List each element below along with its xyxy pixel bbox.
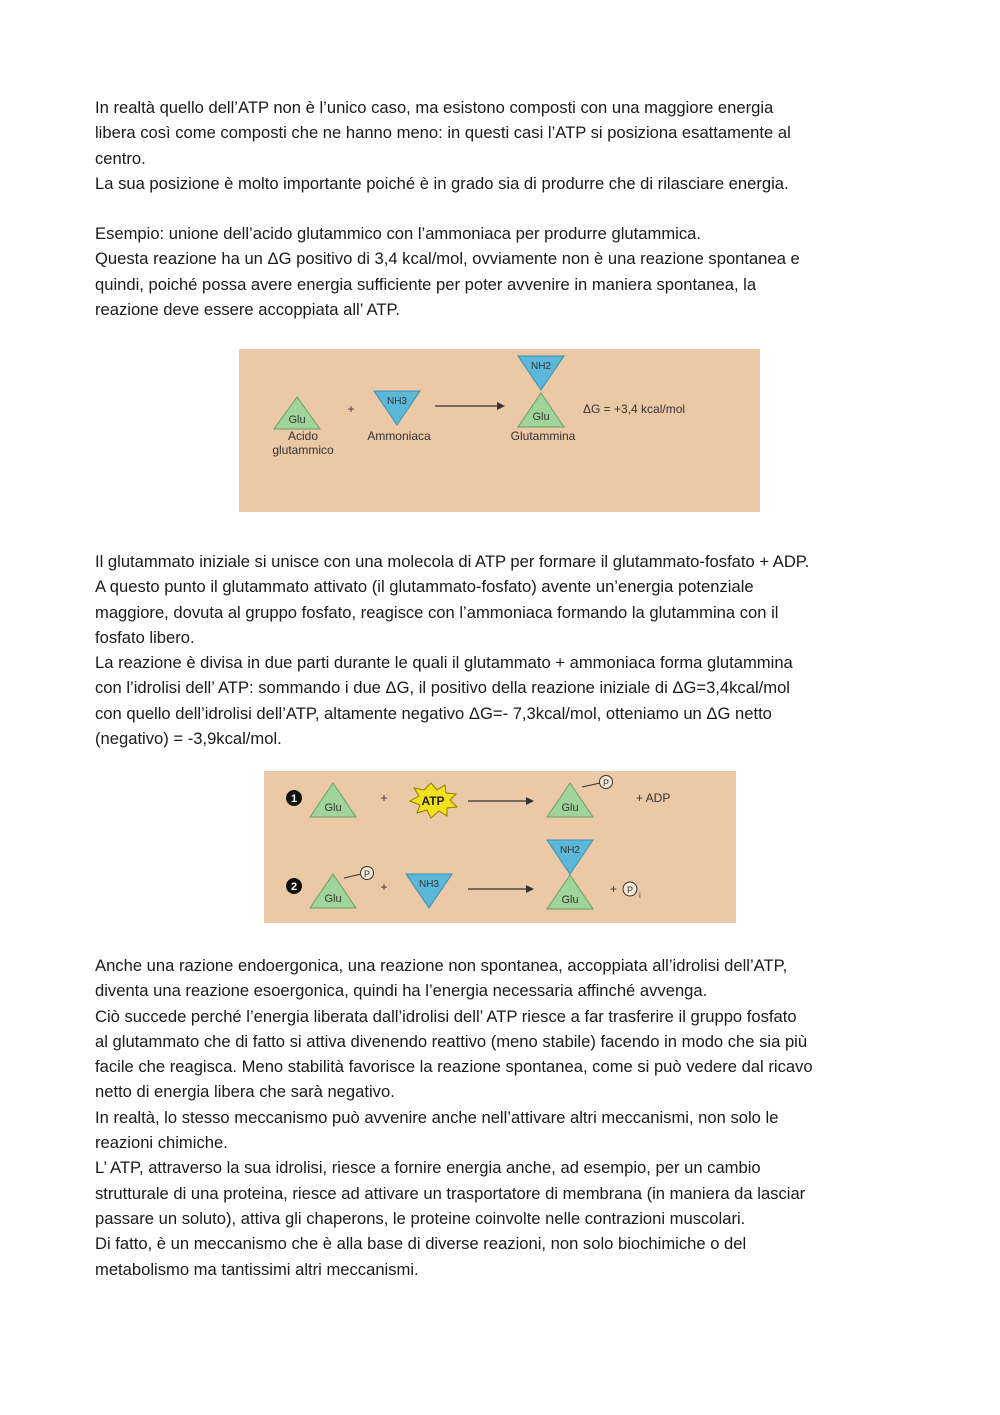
delta-g-label: ΔG = +3,4 kcal/mol (583, 402, 686, 416)
step1-number: 1 (290, 793, 298, 805)
caption-ammoniaca: Ammoniaca (367, 429, 431, 443)
text-line: libera così come composti che ne hanno meno: in questi casi l’ATP si posiziona esattamente al (95, 123, 791, 143)
paragraph-atp-position (95, 95, 915, 196)
text-line: Questa reazione ha un ΔG positivo di 3,4 kcal/mol, ovviamente non è una reazione spontanea e (95, 249, 800, 269)
text-line: con l’idrolisi dell’ ATP: sommando i due ΔG, il positivo della reazione iniziale di ΔG=3,4kcal/mol (95, 678, 790, 698)
glu-label-2: Glu (324, 893, 342, 905)
caption-acido: Acido (287, 429, 319, 443)
nh2-label: NH2 (530, 361, 552, 372)
figure-glutamine-reaction (239, 349, 760, 512)
text-line: Il glutammato iniziale si unisce con una molecola di ATP per formare il glutammato-fosfato + ADP. (95, 552, 810, 571)
text-line: fosfato libero. (95, 627, 195, 647)
step2-number: 2 (290, 881, 298, 893)
glu-label-p: Glu (561, 802, 579, 814)
caption-glutammico: glutammico (272, 443, 334, 457)
text-line: La sua posizione è molto importante poiché è in grado sia di produrre che di rilasciare energia. (95, 173, 789, 193)
plus-1: + (380, 791, 388, 805)
phosphate-bond-2 (344, 874, 361, 878)
glu-label: Glu (288, 414, 306, 426)
figure-coupled-reaction (264, 771, 736, 923)
paragraph-example (95, 221, 915, 322)
text-line: (negativo) = -3,9kcal/mol. (95, 729, 282, 749)
text-line: al glutammato che di fatto si attiva divenendo reattivo (meno stabile) facendo in modo che sia più (95, 1031, 808, 1051)
glu-label-1: Glu (324, 802, 342, 814)
text-line: L’ ATP, attraverso la sua idrolisi, riesce a fornire energia anche, ad esempio, per un cambio (95, 1158, 761, 1178)
text-line: In realtà, lo stesso meccanismo può avvenire anche nell’attivare altri meccanismi, non solo le (95, 1107, 779, 1127)
phosphate-label-2: P (363, 869, 371, 879)
text-line: facile che reagisca. Meno stabilità favorisce la reazione spontanea, come si può vedere dal ricavo (95, 1057, 813, 1077)
text-line: diventa una reazione esoergonica, quindi ha l’energia necessaria affinché avvenga. (95, 981, 708, 1001)
coupled-reaction-diagram (264, 771, 736, 923)
text-line: La reazione è divisa in due parti durante le quali il glutammato + ammoniaca forma glutammina (95, 653, 793, 673)
text-line: quindi, poiché possa avere energia sufficiente per poter avvenire in maniera spontanea, la (95, 274, 757, 294)
arrow-2-head-icon (526, 885, 534, 893)
text-line: centro. (95, 148, 146, 168)
text-line: maggiore, dovuta al gruppo fosfato, reagisce con l’ammoniaca formando la glutammina con il (95, 602, 779, 622)
text-line: Anche una razione endoergonica, una reazione non spontanea, accoppiata all’idrolisi dell’ATP, (95, 956, 788, 975)
text-line: reazioni chimiche. (95, 1133, 228, 1153)
text-line: Esempio: unione dell’acido glutammico con l’ammoniaca per produrre glutammica. (95, 224, 701, 243)
atp-label: ATP (421, 794, 445, 808)
phosphate-bond (582, 783, 600, 787)
text-line: Di fatto, è un meccanismo che è alla base di diverse reazioni, non solo biochimiche o del (95, 1234, 747, 1254)
text-line: metabolismo ma tantissimi altri meccanismi. (95, 1259, 419, 1279)
text-line: netto di energia libera che sarà negativo. (95, 1082, 395, 1102)
phosphate-label: P (602, 778, 610, 788)
text-line: passare un soluto), attiva gli chaperons, le proteine coinvolte nelle contrazioni muscolari. (95, 1208, 746, 1228)
paragraph-mechanism (95, 549, 915, 751)
glu-product-label-2: Glu (561, 894, 579, 906)
plus-sign: + (347, 402, 355, 416)
free-phosphate-label: P (626, 885, 634, 895)
text-line: strutturale di una proteina, riesce ad attivare un trasportatore di membrana (in maniera da lasciar (95, 1183, 806, 1203)
caption-glutammina: Glutammina (510, 429, 576, 443)
glu-product-label: Glu (532, 411, 550, 423)
nh2-label-2: NH2 (559, 845, 581, 856)
arrow-head-icon (497, 402, 505, 410)
text-line: A questo punto il glutammato attivato (il glutammato-fosfato) avente un’energia potenziale (95, 577, 754, 597)
nh3-label: NH3 (386, 396, 408, 407)
text-line: con quello dell’idrolisi dell’ATP, altamente negativo ΔG=- 7,3kcal/mol, otteniamo un ΔG netto (95, 703, 772, 723)
nh3-label-2: NH3 (418, 879, 440, 890)
pi-plus: + (610, 882, 618, 896)
text-line: Ciò succede perché l’energia liberata dall’idrolisi dell’ ATP riesce a far trasferire il gruppo fosfato (95, 1006, 797, 1026)
text-line: In realtà quello dell’ATP non è l’unico caso, ma esistono composti con una maggiore energia (95, 98, 774, 117)
text-line: reazione deve essere accoppiata all’ ATP. (95, 299, 401, 319)
reaction-diagram (239, 349, 760, 512)
paragraph-endoergonic (95, 953, 915, 1282)
free-phosphate-subscript: i (639, 891, 641, 900)
plus-2: + (380, 880, 388, 894)
arrow-1-head-icon (526, 797, 534, 805)
adp-label: + ADP (636, 791, 671, 805)
